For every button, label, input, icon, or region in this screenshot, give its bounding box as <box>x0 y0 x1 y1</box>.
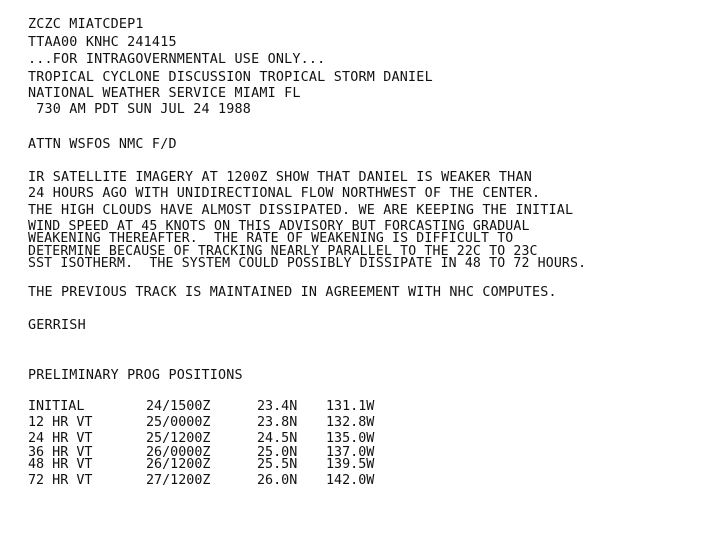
track-note: THE PREVIOUS TRACK IS MAINTAINED IN AGREEMENT WITH NHC COMPUTES. <box>28 285 557 300</box>
discussion-line: WEAKENING THEREAFTER. THE RATE OF WEAKENING IS DIFFICULT TO <box>28 231 514 246</box>
position-lat: 25.0N <box>257 445 298 460</box>
discussion-line: SST ISOTHERM. THE SYSTEM COULD POSSIBLY DISSIPATE IN 48 TO 72 HOURS. <box>28 256 587 271</box>
position-time: 26/1200Z <box>146 457 211 472</box>
position-time: 27/1200Z <box>146 473 211 488</box>
position-lat: 23.8N <box>257 415 298 430</box>
position-label: 24 HR VT <box>28 431 93 446</box>
position-lon: 142.0W <box>326 473 375 488</box>
discussion-line: WIND SPEED AT 45 KNOTS ON THIS ADVISORY BUT FORCASTING GRADUAL <box>28 219 530 234</box>
position-lon: 131.1W <box>326 399 375 414</box>
position-time: 25/1200Z <box>146 431 211 446</box>
position-lat: 24.5N <box>257 431 298 446</box>
header-line-wmo-code: ZCZC MIATCDEP1 <box>28 17 144 32</box>
header-line-station: TTAA00 KNHC 241415 <box>28 35 177 50</box>
position-time: 26/0000Z <box>146 445 211 460</box>
attn-line: ATTN WSFOS NMC F/D <box>28 137 177 152</box>
position-label: 12 HR VT <box>28 415 93 430</box>
position-label: 36 HR VT <box>28 445 93 460</box>
header-line-title: TROPICAL CYCLONE DISCUSSION TROPICAL STORM DANIEL <box>28 70 433 85</box>
position-lon: 135.0W <box>326 431 375 446</box>
header-line-datetime: 730 AM PDT SUN JUL 24 1988 <box>28 102 252 117</box>
positions-title: PRELIMINARY PROG POSITIONS <box>28 368 243 383</box>
position-time: 25/0000Z <box>146 415 211 430</box>
position-label: 48 HR VT <box>28 457 93 472</box>
position-lon: 132.8W <box>326 415 375 430</box>
forecaster-name: GERRISH <box>28 318 86 333</box>
discussion-line: THE HIGH CLOUDS HAVE ALMOST DISSIPATED. WE ARE KEEPING THE INITIAL <box>28 203 574 218</box>
header-line-use-notice: ...FOR INTRAGOVERNMENTAL USE ONLY... <box>28 52 326 67</box>
position-lon: 137.0W <box>326 445 375 460</box>
discussion-line: DETERMINE BECAUSE OF TRACKING NEARLY PARALLEL TO THE 22C TO 23C <box>28 244 538 259</box>
position-lon: 139.5W <box>326 457 375 472</box>
discussion-line: IR SATELLITE IMAGERY AT 1200Z SHOW THAT DANIEL IS WEAKER THAN <box>28 170 532 185</box>
position-lat: 23.4N <box>257 399 298 414</box>
position-label: INITIAL <box>28 399 85 414</box>
position-time: 24/1500Z <box>146 399 211 414</box>
header-line-office: NATIONAL WEATHER SERVICE MIAMI FL <box>28 86 301 101</box>
position-lat: 26.0N <box>257 473 298 488</box>
position-lat: 25.5N <box>257 457 298 472</box>
position-label: 72 HR VT <box>28 473 93 488</box>
discussion-line: 24 HOURS AGO WITH UNIDIRECTIONAL FLOW NORTHWEST OF THE CENTER. <box>28 186 541 201</box>
